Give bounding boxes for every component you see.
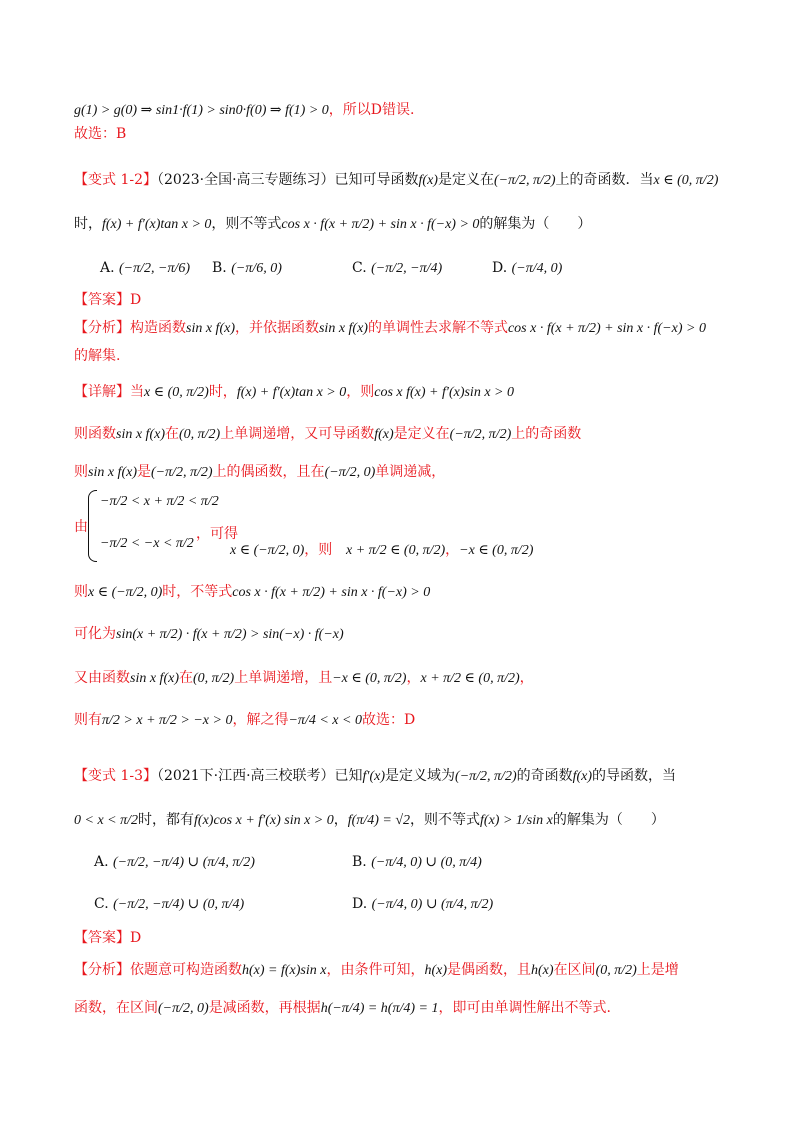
v13-q1a: 已知 [334,768,363,784]
v13-q1c: 的奇函数 [516,768,573,784]
v13-hx2: h(x) [531,963,554,978]
top-answer: 故选：B [74,126,127,142]
v12-option-c-value: (−π/2, −π/4) [371,261,443,276]
v13-option-b [352,852,482,873]
top-math: g(1) > g(0) ⇒ sin1·f(1) > sin0·f(0) ⇒ f(1) > 0 [74,103,329,118]
v12-d1c: ，则 [346,384,375,400]
v13-q2b: ，则不等式 [410,812,481,828]
v13-tag: 【变式 1-3】 [74,768,157,784]
v13-interval: (−π/2, π/2) [455,769,517,784]
v12-d4b: ，可得 [196,526,238,542]
v12-option-a [100,258,190,279]
v12-analysis-a: 构造函数 [130,320,186,336]
v13-a2b: 是减函数，再根据 [208,1000,321,1016]
v13-a1-h: h(x) = f(x)sin x [242,963,327,978]
v12-d1a: 当 [130,384,144,400]
v12-d7-int: (0, π/2) [192,671,235,686]
v13-a1-int: (0, π/2) [595,963,637,978]
v12-question-line2 [74,214,734,235]
v12-tag: 【变式 1-2】 [74,172,157,188]
v12-option-c [352,258,442,279]
v12-detail-line3 [74,462,734,483]
v12-detail-line1 [74,382,734,403]
v13-hx1: h(x) [424,963,448,978]
v12-sys-a: −π/2 < x + π/2 < π/2 [100,494,219,509]
v12-ineq: cos x · f(x + π/2) + sin x · f(−x) > 0 [281,217,480,232]
v13-a1a: 依题意可构造函数 [130,962,242,978]
v12-d2e: 上的奇函数 [511,426,582,442]
v12-d3-g: sin x f(x) [88,465,137,480]
v12-d8a: 则有 [74,712,102,728]
brace-icon [88,490,97,562]
v12-d2c: 上单调递增，又可导函数 [220,426,375,442]
v12-interval: (−π/2, π/2) [493,173,556,188]
v12-d2d: 是定义在 [393,426,450,442]
v12-d3a: 则 [74,464,88,480]
v12-sys-b: −π/2 < −x < π/2 [100,536,194,551]
v13-option-a-value: (−π/2, −π/4) ∪ (π/4, π/2) [113,855,255,870]
v13-a2a: 函数，在区间 [74,1000,158,1016]
v12-analysis-line1 [74,318,734,339]
v12-option-d-value: (−π/4, 0) [511,261,563,276]
v12-d8-math: π/2 > x + π/2 > −x > 0 [102,713,233,728]
v12-d4-result2 [346,540,533,561]
v13-option-a-label: A. [94,854,109,870]
v12-d7-z: −x ∈ (0, π/2) [332,671,407,686]
v13-q1d: 的导函数，当 [592,768,677,784]
v13-analysis-line2 [74,998,734,1019]
v12-d2-g: sin x f(x) [116,427,165,442]
v13-q2-val: f(π/4) = √2 [347,813,411,828]
v13-answer-tag: 【答案】 [74,930,130,946]
v12-q1a: 已知可导函数 [334,172,419,188]
v12-d7-comma2: ， [519,670,534,686]
v12-d5b: 时，不等式 [162,584,233,600]
v13-answer [74,928,734,948]
v13-option-a [94,852,255,873]
v12-d7b: 上单调递增，且 [234,670,333,686]
v12-d6-math: sin(x + π/2) · f(x + π/2) > sin(−x) · f(−x) [116,627,344,642]
v12-d4c: ，则 [304,542,333,558]
v12-d5-ineq: cos x · f(x + π/2) + sin x · f(−x) > 0 [232,585,431,600]
v13-a1b: ，由条件可知， [326,962,425,978]
v13-a1e: 上是增 [636,962,679,978]
v12-option-c-label: C. [352,260,367,276]
v13-analysis-line1 [74,960,734,981]
v13-option-c-label: C. [94,896,109,912]
v12-q2b: ，则不等式 [211,216,282,232]
v13-q2-ineq2: f(x) > 1/sin x [480,813,553,828]
v12-d1-cond: f(x) + f′(x)tan x > 0 [236,385,347,400]
v12-d8-result: −π/4 < x < 0 [288,713,362,728]
v12-d4-x: x ∈ (−π/2, 0) [230,543,305,558]
v12-analysis-c: 的单调性去求解不等式 [367,320,508,336]
v12-q1b: 是定义在 [437,172,494,188]
v13-question-line2 [74,810,734,831]
v12-q2c: 的解集为（ ） [479,216,592,232]
v12-d4-z: −x ∈ (0, π/2) [459,543,534,558]
v12-answer [74,290,734,310]
v12-analysis-b: ，并依据函数 [234,320,319,336]
v12-d5-x: x ∈ (−π/2, 0) [88,585,163,600]
v13-source: （2021下·江西·高三校联考） [157,768,335,784]
v12-analysis-ineq: cos x · f(x + π/2) + sin x · f(−x) > 0 [507,321,706,336]
v12-cond-x: x ∈ (0, π/2) [653,173,719,188]
v12-g2: sin x f(x) [318,321,368,336]
v12-d3b: 是 [136,464,151,480]
v13-a1d: 在区间 [553,962,596,978]
v13-option-b-value: (−π/4, 0) ∪ (0, π/4) [371,855,482,870]
v12-detail-line5 [74,582,734,603]
v12-q2a: 时， [74,216,102,232]
v12-question-line1 [74,170,734,191]
v12-d8b: ，解之得 [232,712,289,728]
v12-option-b-value: (−π/6, 0) [231,261,282,276]
v12-d7-g: sin x f(x) [130,671,179,686]
v12-d1-x: x ∈ (0, π/2) [144,385,209,400]
v12-d3d: 单调递减， [375,464,446,480]
v12-d2b: 在 [164,426,179,442]
v13-analysis-tag: 【分析】 [74,962,130,978]
v12-d1b: 时， [208,384,237,400]
v13-q2-comma: ， [333,812,348,828]
v12-option-d-label: D. [492,260,508,276]
v13-option-c [94,894,244,915]
v12-option-a-value: (−π/2, −π/6) [119,261,191,276]
v13-a2-eq: h(−π/4) = h(π/4) = 1 [320,1001,439,1016]
v12-d3-int: (−π/2, 0) [324,465,376,480]
v12-detail-tag: 【详解】 [74,384,130,400]
v13-option-d [352,894,493,915]
v12-d7-in: 在 [178,670,193,686]
v13-option-c-value: (−π/2, −π/4) ∪ (0, π/4) [113,897,245,912]
v12-analysis-line2: 的解集. [74,348,121,364]
v13-fpx: f′(x) [362,769,386,784]
v13-a2-int: (−π/2, 0) [158,1001,209,1016]
v13-q2-ineq: f(x)cos x + f′(x) sin x > 0 [194,813,334,828]
v13-option-b-label: B. [352,854,367,870]
v12-option-d [492,258,562,279]
v12-d5a: 则 [74,584,88,600]
v12-g1: sin x f(x) [186,321,235,336]
top-line [74,100,734,121]
v12-d2-fx: f(x) [374,427,394,442]
v12-d3-interval: (−π/2, π/2) [150,465,213,480]
v13-q2c: 的解集为（ ） [552,812,665,828]
v12-d4a: 由 [74,519,88,535]
v12-d2-interval: (−π/2, π/2) [449,427,512,442]
v12-fx: f(x) [418,173,438,188]
v12-answer-tag: 【答案】 [74,292,130,308]
v12-detail-line8 [74,710,734,731]
v12-d4-result [230,540,332,561]
v12-option-b [212,258,282,279]
v12-analysis-tag: 【分析】 [74,320,130,336]
v12-d4-comma: ， [445,542,460,558]
v12-d2-int: (0, π/2) [178,427,221,442]
v12-d4-y: x + π/2 ∈ (0, π/2) [346,543,446,558]
v13-fx: f(x) [572,769,593,784]
v13-a2c: ，即可由单调性解出不等式. [438,1000,611,1016]
v12-cond2: f(x) + f′(x)tan x > 0 [102,217,212,232]
v12-option-b-label: B. [212,260,227,276]
v12-d6a: 可化为 [74,626,116,642]
v12-option-a-label: A. [100,260,115,276]
v13-option-d-label: D. [352,896,368,912]
v12-d7-comma: ， [406,670,421,686]
v12-d7a: 又由函数 [74,670,130,686]
top-text: ，所以D错误. [328,102,415,118]
v13-q1b: 是定义域为 [385,768,456,784]
v12-detail-line6 [74,624,734,645]
v13-a1c: 是偶函数，且 [447,962,532,978]
v13-answer-value: D [130,930,142,946]
v12-d2a: 则函数 [74,426,116,442]
v13-q2a: 时，都有 [138,812,195,828]
v12-answer-value: D [130,292,142,308]
v12-d3c: 上的偶函数，且在 [212,464,325,480]
v12-d8c: 故选：D [361,712,416,728]
v13-question-line1 [74,766,734,787]
v13-q2-cond: 0 < x < π/2 [74,813,139,828]
v12-d7-y: x + π/2 ∈ (0, π/2) [420,671,520,686]
v13-option-d-value: (−π/4, 0) ∪ (π/4, π/2) [371,897,494,912]
v12-source: （2023·全国·高三专题练习） [157,172,335,188]
v12-d1-deriv: cos x f(x) + f′(x)sin x > 0 [374,385,514,400]
v12-detail-line2 [74,424,734,445]
v12-detail-line7 [74,668,734,689]
v12-q1c: 上的奇函数．当 [555,172,654,188]
